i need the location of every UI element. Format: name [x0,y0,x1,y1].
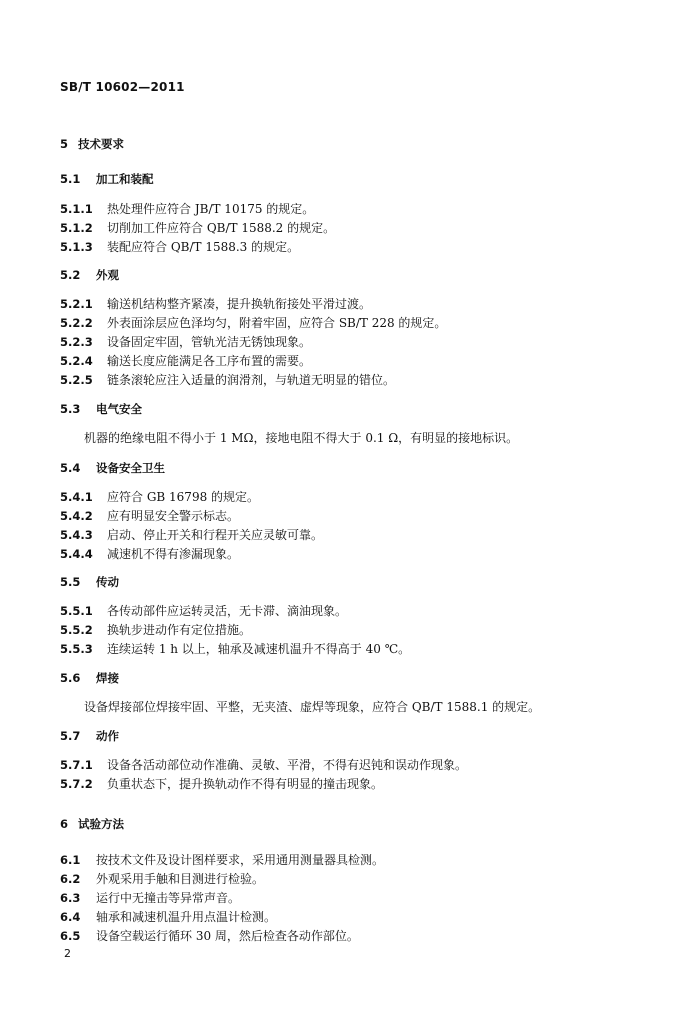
clause-number: 6.3 [60,891,81,905]
clause [60,372,395,388]
clause-number: 6.5 [60,929,81,943]
clause [60,315,446,331]
subsection-title: 动作 [96,729,119,743]
clause-number: 5.4.4 [60,547,93,561]
clause-text: 连续运转 1 h 以上，轴承及减速机温升不得高于 40 ℃。 [107,642,411,656]
clause-number: 5.5.2 [60,623,93,637]
clause-text: 输送机结构整齐紧凑，提升换轨衔接处平滑过渡。 [107,297,372,311]
page-number: 2 [64,947,71,960]
clause [60,757,467,773]
section-title: 技术要求 [78,137,124,151]
clause-text: 减速机不得有渗漏现象。 [107,547,240,561]
subsection-title: 传动 [96,575,119,589]
clause [60,334,311,350]
clause-number: 5.2.2 [60,316,93,330]
clause-number: 5.2.3 [60,335,93,349]
clause-text: 设备空载运行循环 30 周，然后检查各动作部位。 [96,929,359,943]
subsection-heading [60,267,119,283]
clause [60,890,240,906]
paragraph-text: 机器的绝缘电阻不得小于 1 MΩ，接地电阻不得大于 0.1 Ω，有明显的接地标识。 [84,431,519,445]
clause-number: 5.1.2 [60,221,93,235]
subsection-heading [60,728,119,744]
clause-text: 负重状态下，提升换轨动作不得有明显的撞击现象。 [107,777,384,791]
clause [60,871,264,887]
clause [60,220,335,236]
paragraph-text: 设备焊接部位焊接牢固、平整，无夹渣、虚焊等现象，应符合 QB/T 1588.1 的规定。 [84,700,541,714]
section-heading [60,816,124,832]
clause-text: 外观采用手触和目测进行检验。 [96,872,265,886]
subsection-title: 焊接 [96,671,119,685]
clause-text: 应有明显安全警示标志。 [107,509,240,523]
clause-number: 5.7.1 [60,758,93,772]
clause [60,296,371,312]
clause-number: 6.1 [60,853,81,867]
clause-text: 各传动部件应运转灵活，无卡滞、滴油现象。 [107,604,348,618]
clause-number: 5.7.2 [60,777,93,791]
clause-number: 5.2.1 [60,297,93,311]
clause-text: 轴承和减速机温升用点温计检测。 [96,910,277,924]
clause-number: 5.2.5 [60,373,93,387]
standard-code: SB/T 10602—2011 [60,80,185,94]
clause-text: 按技术文件及设计图样要求，采用通用测量器具检测。 [96,853,385,867]
subsection-number: 5.7 [60,729,81,743]
clause-text: 设备各活动部位动作准确、灵敏、平滑，不得有迟钝和误动作现象。 [107,758,468,772]
clause [60,909,276,925]
subsection-number: 5.6 [60,671,81,685]
subsection-heading [60,401,142,417]
clause-text: 热处理件应符合 JB/T 10175 的规定。 [107,202,315,216]
subsection-heading [60,574,119,590]
clause-text: 输送长度应能满足各工序布置的需要。 [107,354,312,368]
clause-text: 换轨步进动作有定位措施。 [107,623,252,637]
section-heading [60,136,124,152]
clause [60,508,239,524]
section-number: 6 [60,817,69,831]
clause [60,603,347,619]
section-number: 5 [60,137,69,151]
clause-number: 5.4.2 [60,509,93,523]
clause-text: 设备固定牢固，管轨光洁无锈蚀现象。 [107,335,312,349]
clause-text: 装配应符合 QB/T 1588.3 的规定。 [107,240,300,254]
clause-number: 6.4 [60,910,81,924]
clause [60,546,239,562]
clause-number: 5.4.3 [60,528,93,542]
subsection-heading [60,171,154,187]
clause-number: 5.4.1 [60,490,93,504]
clause-number: 5.5.1 [60,604,93,618]
clause-number: 5.2.4 [60,354,93,368]
clause-text: 应符合 GB 16798 的规定。 [107,490,260,504]
subsection-title: 设备安全卫生 [96,461,165,475]
clause [60,641,410,657]
clause-text: 链条滚轮应注入适量的润滑剂，与轨道无明显的错位。 [107,373,396,387]
clause [60,239,299,255]
clause-number: 5.1.1 [60,202,93,216]
clause [60,527,323,543]
clause-text: 运行中无撞击等异常声音。 [96,891,241,905]
clause [60,776,383,792]
subsection-heading [60,670,119,686]
clause-number: 5.1.3 [60,240,93,254]
section-title: 试验方法 [78,817,124,831]
subsection-title: 外观 [96,268,119,282]
clause-number: 5.5.3 [60,642,93,656]
subsection-title: 加工和装配 [96,172,154,186]
subsection-title: 电气安全 [96,402,142,416]
clause-text: 外表面涂层应色泽均匀，附着牢固，应符合 SB/T 228 的规定。 [107,316,447,330]
clause [60,489,259,505]
subsection-number: 5.1 [60,172,81,186]
subsection-number: 5.4 [60,461,81,475]
subsection-number: 5.3 [60,402,81,416]
clause [60,201,314,217]
subsection-number: 5.2 [60,268,81,282]
subsection-number: 5.5 [60,575,81,589]
clause [60,622,251,638]
clause [60,353,311,369]
clause-text: 启动、停止开关和行程开关应灵敏可靠。 [107,528,324,542]
subsection-heading [60,460,165,476]
clause [60,852,384,868]
clause-text: 切削加工件应符合 QB/T 1588.2 的规定。 [107,221,336,235]
clause-number: 6.2 [60,872,81,886]
clause [60,928,359,944]
